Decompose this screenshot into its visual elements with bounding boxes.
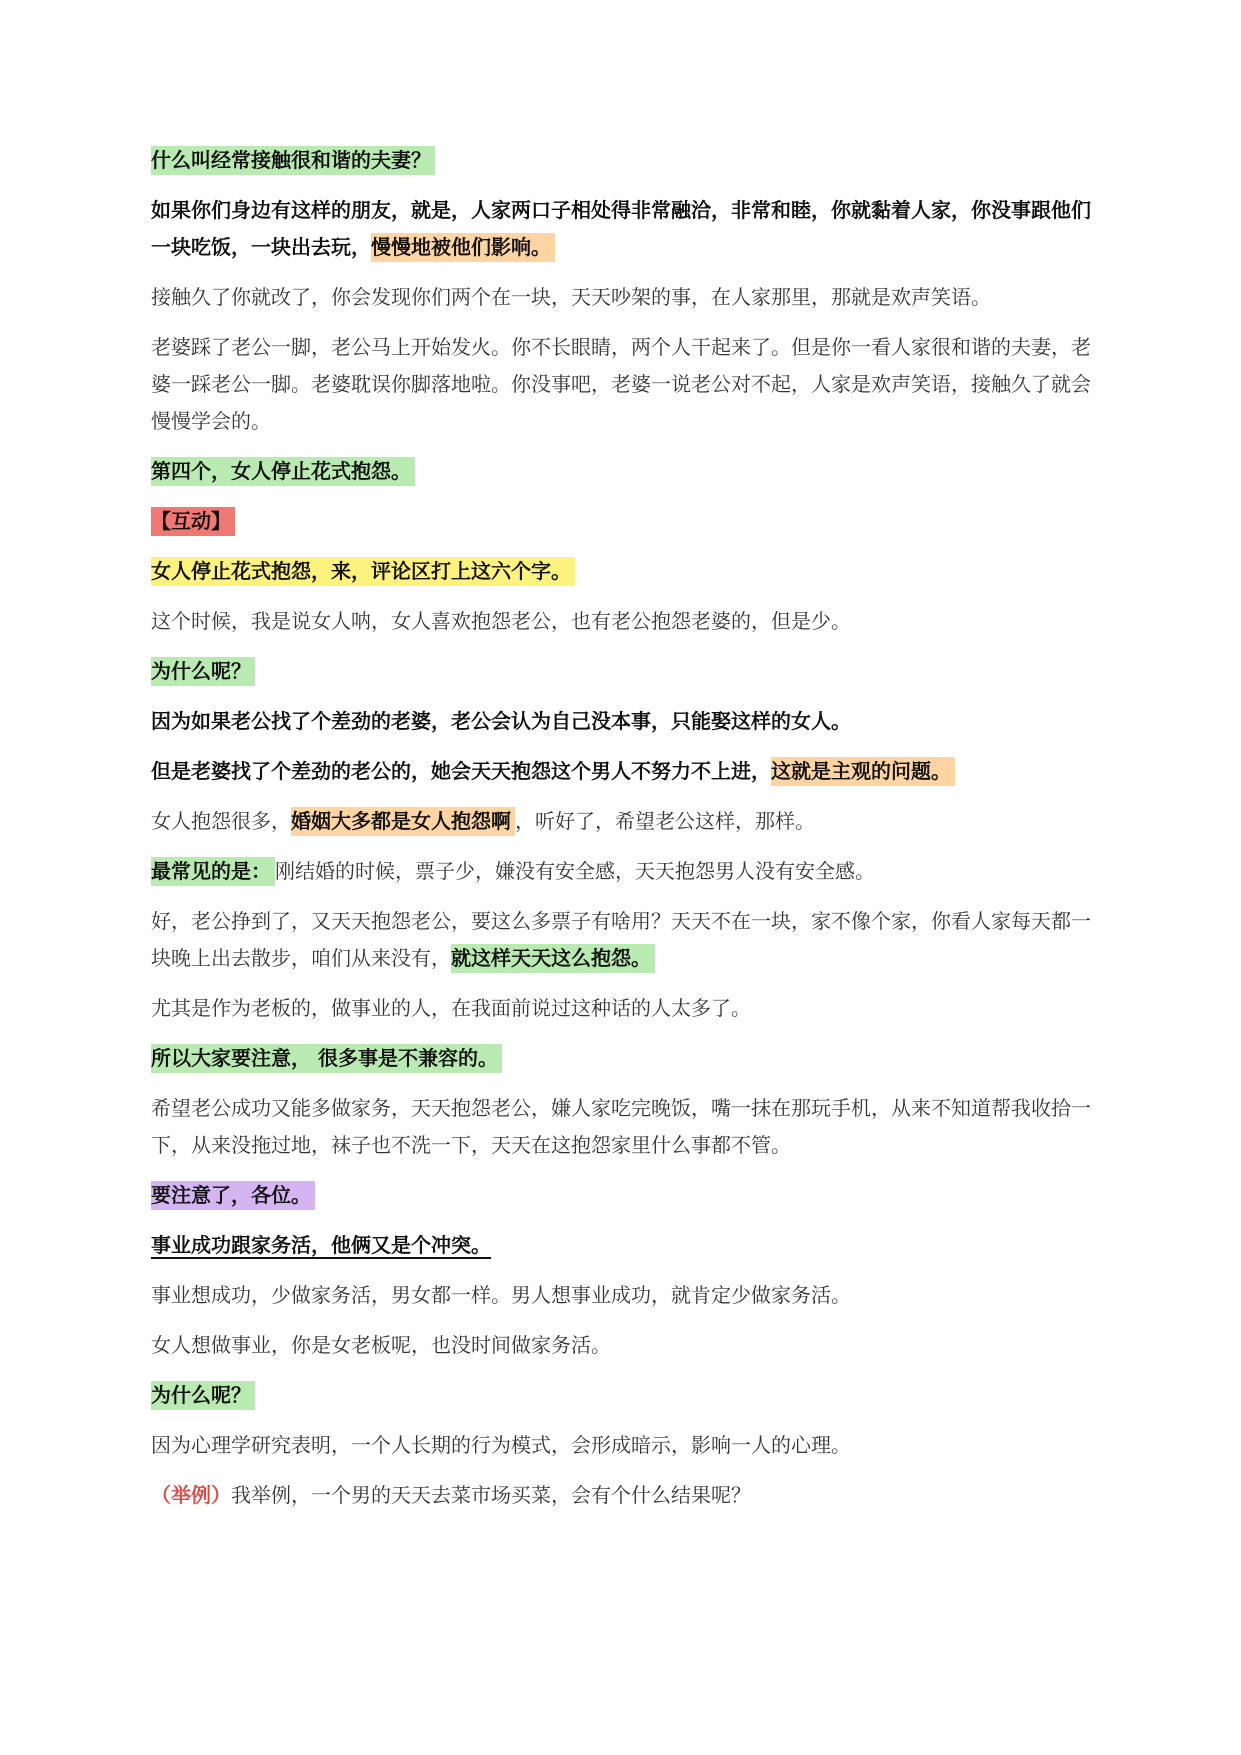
bold-text: 如果你们身边有这样的朋友，就是，人家两口子相处得非常融洽，非常和睦，你就黏着人家，你没事跟他们一块吃饭，一块出去玩，: [151, 198, 1091, 259]
highlighted-text: 慢慢地被他们影响。: [371, 233, 555, 262]
paragraph: [151, 753, 1101, 790]
example-label: （举例）: [151, 1483, 231, 1507]
paragraph: [151, 1177, 1101, 1214]
highlighted-text: 就这样天天这么抱怨。: [451, 944, 655, 973]
body-text: 刚结婚的时候，票子少，嫌没有安全感，天天抱怨男人没有安全感。: [275, 859, 875, 883]
highlighted-heading: 所以大家要注意， 很多事是不兼容的。: [151, 1044, 502, 1073]
bold-text: 但是老婆找了个差劲的老公的，她会天天抱怨这个男人不努力不上进，: [151, 759, 771, 783]
paragraph: [151, 853, 1101, 890]
document-body: [151, 142, 1101, 1527]
body-text: 好，老公挣到了，又天天抱怨老公，要这么多票子有啥用？天天不在一块，家不像个家，你看人家每天都一块晚上出去散步，咱们从来没有，: [151, 909, 1091, 970]
paragraph: [151, 1277, 1101, 1314]
paragraph: [151, 279, 1101, 316]
paragraph: [151, 142, 1101, 179]
highlighted-text: 女人停止花式抱怨，来，评论区打上这六个字。: [151, 557, 575, 586]
body-text: 我举例，一个男的天天去菜市场买菜，会有个什么结果呢？: [231, 1483, 751, 1507]
paragraph: [151, 1427, 1101, 1464]
highlighted-text: 婚姻大多都是女人抱怨啊: [291, 807, 515, 836]
paragraph: [151, 903, 1101, 977]
underlined-heading: 事业成功跟家务活，他俩又是个冲突。: [151, 1233, 491, 1257]
body-text: ，听好了，希望老公这样，那样。: [515, 809, 815, 833]
paragraph: [151, 1090, 1101, 1164]
paragraph: [151, 503, 1101, 540]
paragraph: [151, 1227, 1101, 1264]
paragraph: [151, 1040, 1101, 1077]
paragraph: [151, 192, 1101, 266]
paragraph: [151, 553, 1101, 590]
paragraph: [151, 990, 1101, 1027]
highlighted-text: 这就是主观的问题。: [771, 757, 955, 786]
body-text: 希望老公成功又能多做家务，天天抱怨老公，嫌人家吃完晚饭，嘴一抹在那玩手机，从来不知道帮我收拾一下，从来没拖过地，袜子也不洗一下，天天在这抱怨家里什么事都不管。: [151, 1096, 1091, 1157]
paragraph: [151, 1477, 1101, 1514]
paragraph: [151, 653, 1101, 690]
paragraph: [151, 1377, 1101, 1414]
highlighted-heading: 什么叫经常接触很和谐的夫妻？: [151, 146, 435, 175]
highlighted-heading: 为什么呢？: [151, 1381, 255, 1410]
body-text: 尤其是作为老板的，做事业的人，在我面前说过这种话的人太多了。: [151, 996, 751, 1020]
paragraph: [151, 1327, 1101, 1364]
highlighted-heading: 要注意了，各位。: [151, 1181, 315, 1210]
highlighted-heading: 第四个，女人停止花式抱怨。: [151, 457, 415, 486]
highlighted-heading: 为什么呢？: [151, 657, 255, 686]
body-text: 因为心理学研究表明，一个人长期的行为模式，会形成暗示，影响一人的心理。: [151, 1433, 851, 1457]
paragraph: [151, 453, 1101, 490]
highlighted-label: 最常见的是：: [151, 857, 275, 886]
body-text: 这个时候，我是说女人呐，女人喜欢抱怨老公，也有老公抱怨老婆的，但是少。: [151, 609, 851, 633]
paragraph: [151, 703, 1101, 740]
paragraph: [151, 603, 1101, 640]
paragraph: [151, 803, 1101, 840]
body-text: 老婆踩了老公一脚，老公马上开始发火。你不长眼睛，两个人干起来了。但是你一看人家很和谐的夫妻，老婆一踩老公一脚。老婆耽误你脚落地啦。你没事吧，老婆一说老公对不起，人家是欢声笑语，接触久了就会慢慢学会的。: [151, 335, 1091, 433]
body-text: 接触久了你就改了，你会发现你们两个在一块，天天吵架的事，在人家那里，那就是欢声笑语。: [151, 285, 991, 309]
body-text: 女人抱怨很多，: [151, 809, 291, 833]
interaction-tag: 【互动】: [151, 507, 235, 536]
body-text: 事业想成功，少做家务活，男女都一样。男人想事业成功，就肯定少做家务活。: [151, 1283, 851, 1307]
body-text: 女人想做事业，你是女老板呢，也没时间做家务活。: [151, 1333, 611, 1357]
paragraph: [151, 329, 1101, 440]
bold-text: 因为如果老公找了个差劲的老婆，老公会认为自己没本事，只能娶这样的女人。: [151, 709, 851, 733]
